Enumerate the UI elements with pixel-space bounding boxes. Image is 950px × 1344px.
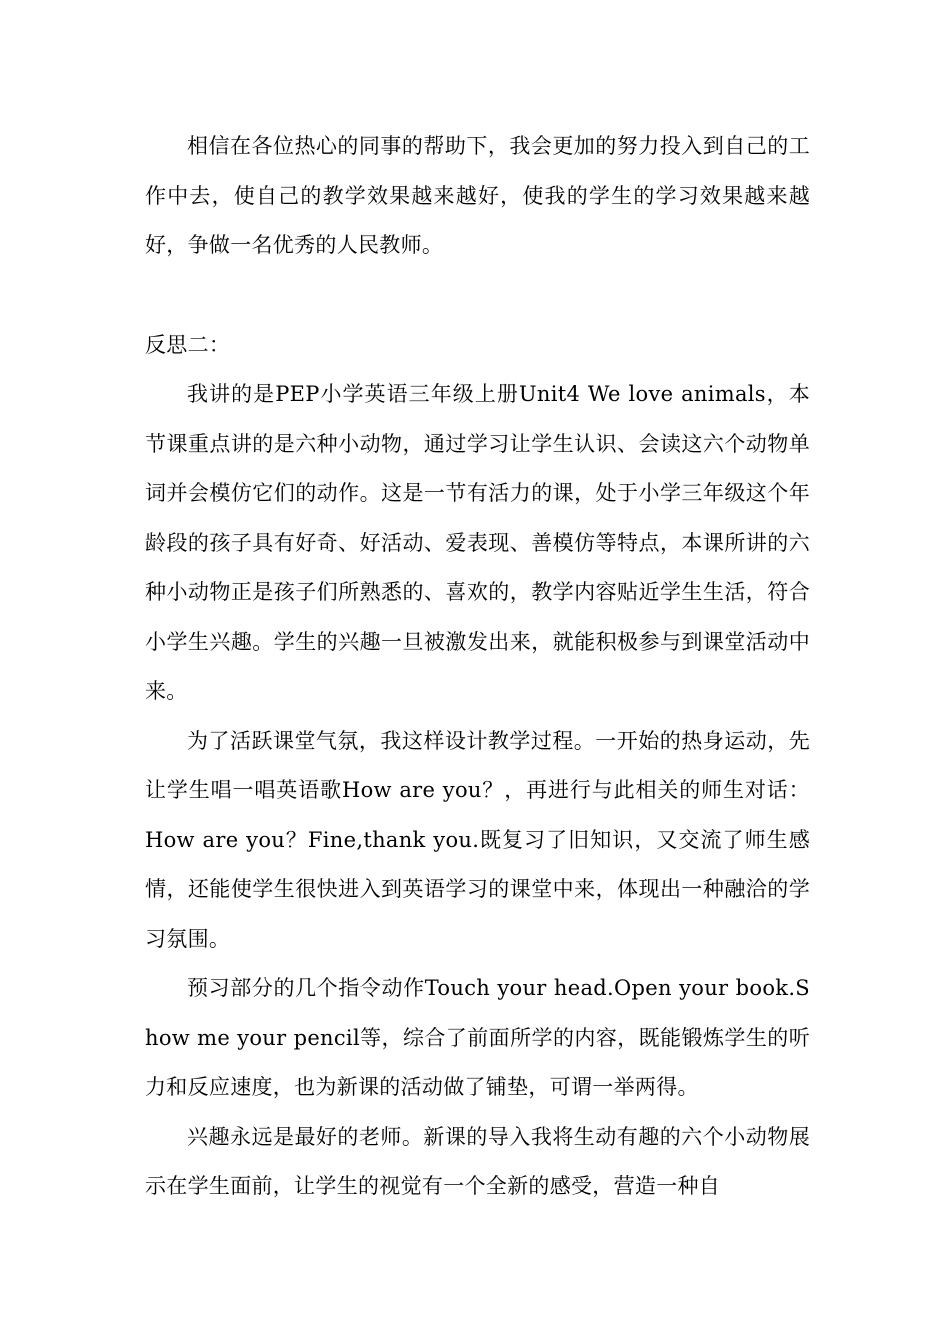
paragraph-closing-remarks: 相信在各位热心的同事的帮助下，我会更加的努力投入到自己的工作中去，使自己的教学效果越来越好，使我的学生的学习效果越来越好，争做一名优秀的人民教师。 bbox=[145, 134, 810, 257]
paragraph-spacer bbox=[145, 271, 810, 321]
document-body bbox=[145, 122, 810, 1212]
paragraph-preview-commands: 预习部分的几个指令动作Touch your head.Open your book.Show me your pencil等，综合了前面所学的内容，既能锻炼学生的听力和反应速度，也为新课的活动做了铺垫，可谓一举两得。 bbox=[145, 976, 810, 1099]
paragraph-lesson-overview: 我讲的是PEP小学英语三年级上册Unit4 We love animals，本节课重点讲的是六种小动物，通过学习让学生认识、会读这六个动物单词并会模仿它们的动作。这是一节有活力的课，处于小学三年级这个年龄段的孩子具有好奇、好活动、爱表现、善模仿等特点，本课所讲的六种小动物正是孩子们所熟悉的、喜欢的，教学内容贴近学生生活，符合小学生兴趣。学生的兴趣一旦被激发出来，就能积极参与到课堂活动中来。 bbox=[145, 382, 810, 703]
paragraph-warm-up: 为了活跃课堂气氛，我这样设计教学过程。一开始的热身运动，先让学生唱一唱英语歌How are you？，再进行与此相关的师生对话：How are you？Fine,thank you.既复习了旧知识，又交流了师生感情，还能使学生很快进入到英语学习的课堂中来，体现出一种融洽的学习氛围。 bbox=[145, 728, 810, 951]
paragraph-new-lesson-intro: 兴趣永远是最好的老师。新课的导入我将生动有趣的六个小动物展示在学生面前，让学生的视觉有一个全新的感受，营造一种自 bbox=[145, 1124, 810, 1198]
section-heading-reflection-two: 反思二： bbox=[145, 332, 231, 357]
